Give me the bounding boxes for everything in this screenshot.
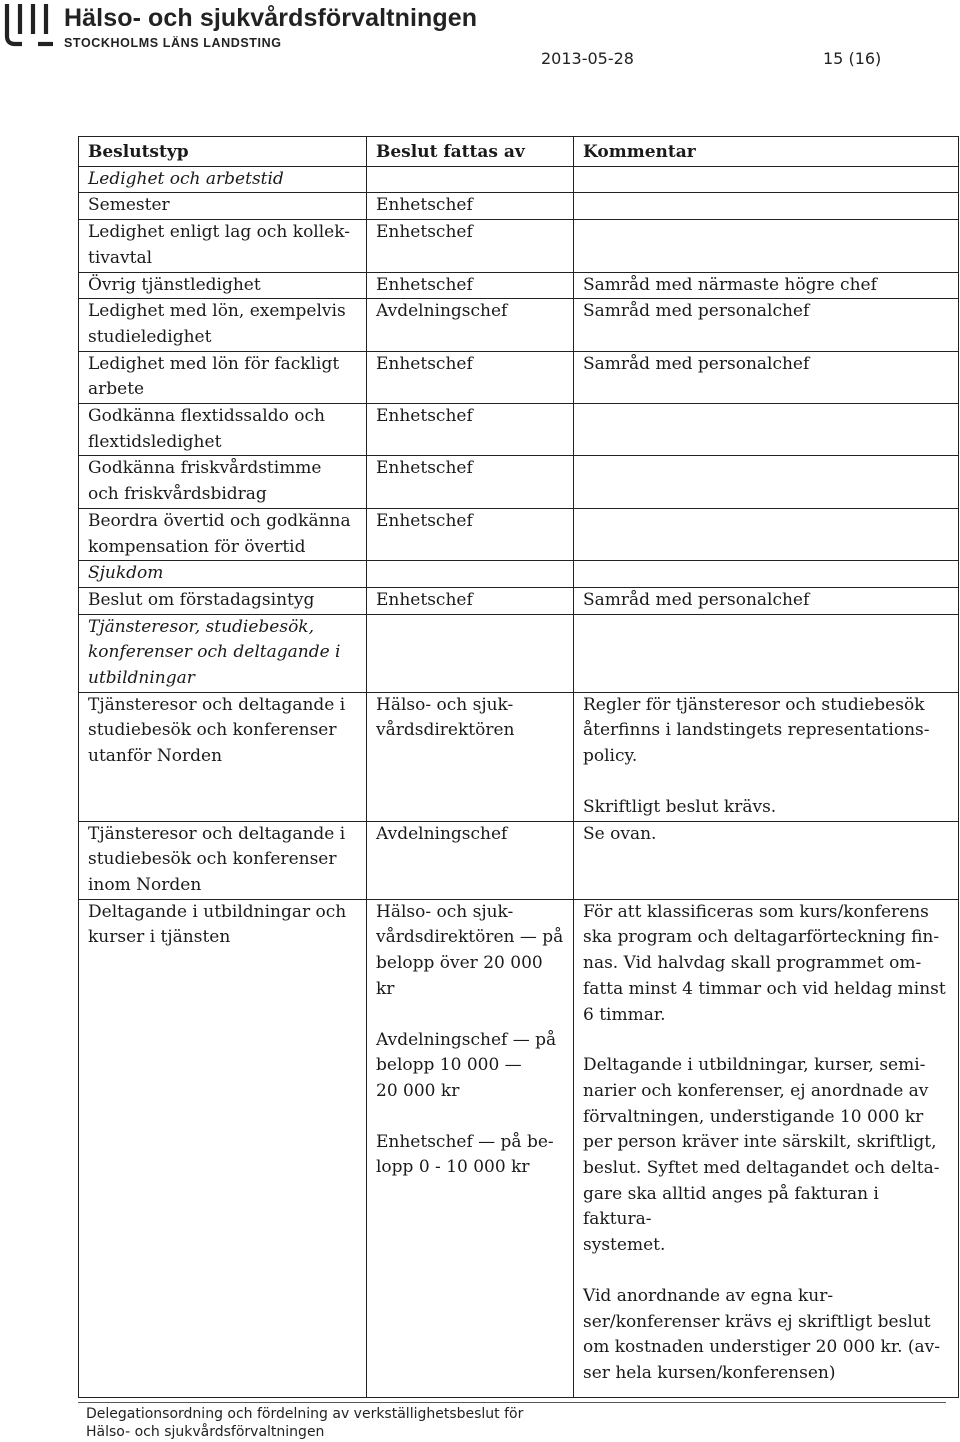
decided-by-cell: Hälso- och sjuk- vårdsdirektören	[367, 692, 574, 821]
table-row	[79, 692, 959, 821]
comment-cell	[574, 404, 959, 456]
table-row	[79, 899, 959, 1397]
table-cell	[574, 614, 959, 692]
column-header-decision-type: Beslutstyp	[79, 137, 367, 167]
column-header-comment: Kommentar	[574, 137, 959, 167]
decided-by-cell: Enhetschef	[367, 193, 574, 220]
organization-name: Hälso- och sjukvårdsförvaltningen	[64, 4, 478, 32]
decided-by-paragraph: Hälso- och sjuk- vårdsdirektören — på belopp över 20 000 kr	[376, 901, 564, 999]
comment-cell	[574, 899, 959, 1397]
decision-type-cell: Godkänna friskvårdstimme och friskvårdsbidrag	[79, 456, 367, 508]
comment-cell	[574, 508, 959, 560]
comment-cell: Samråd med personalchef	[574, 351, 959, 403]
organization-subtitle: STOCKHOLMS LÄNS LANDSTING	[64, 36, 282, 50]
comment-paragraph: Vid anordnande av egna kur- ser/konferenser krävs ej skriftligt beslut om kostnaden understiger 20 000 kr. (av- ser hela kursen/konferensen)	[583, 1285, 941, 1383]
delegation-table	[78, 136, 959, 1398]
footer-document-title: Delegationsordning och fördelning av verkställighetsbeslut för	[86, 1406, 524, 1422]
decision-type-cell: Tjänsteresor och deltagande i studiebesök och konferenser inom Norden	[79, 821, 367, 899]
page-number: 15 (16)	[823, 49, 882, 68]
table-row	[79, 193, 959, 220]
decided-by-cell: Avdelningschef	[367, 821, 574, 899]
decided-by-cell: Enhetschef	[367, 272, 574, 299]
comment-cell: Samråd med personalchef	[574, 299, 959, 351]
table-row	[79, 821, 959, 899]
footer-divider	[78, 1402, 946, 1403]
page-footer	[86, 1405, 523, 1441]
decision-type-cell: Beordra övertid och godkänna kompensation för övertid	[79, 508, 367, 560]
decided-by-cell: Avdelningschef	[367, 299, 574, 351]
table-header-row	[79, 137, 959, 167]
table-cell	[574, 561, 959, 588]
comment-cell	[574, 220, 959, 272]
table-row	[79, 299, 959, 351]
table-cell	[367, 561, 574, 588]
comment-paragraph: Regler för tjänsteresor och studiebesök återfinns i landstingets representations- policy.	[583, 694, 930, 767]
section-row	[79, 614, 959, 692]
table-row	[79, 456, 959, 508]
comment-paragraph: Skriftligt beslut krävs.	[583, 796, 777, 817]
page-header	[0, 0, 960, 80]
decided-by-cell: Enhetschef	[367, 220, 574, 272]
comment-cell	[574, 456, 959, 508]
decided-by-paragraph: Avdelningschef — på belopp 10 000 — 20 000 kr	[376, 1029, 557, 1101]
decided-by-cell	[367, 899, 574, 1397]
table-row	[79, 587, 959, 614]
column-header-decided-by: Beslut fattas av	[367, 137, 574, 167]
section-title: Ledighet och arbetstid	[79, 166, 367, 193]
comment-cell: Samråd med personalchef	[574, 587, 959, 614]
decided-by-cell: Enhetschef	[367, 456, 574, 508]
decision-type-cell: Beslut om förstadagsintyg	[79, 587, 367, 614]
sll-logo-icon	[2, 2, 58, 48]
decision-type-cell: Deltagande i utbildningar och kurser i tjänsten	[79, 899, 367, 1397]
table-row	[79, 220, 959, 272]
decided-by-cell: Enhetschef	[367, 404, 574, 456]
decided-by-cell: Enhetschef	[367, 587, 574, 614]
decision-type-cell: Ledighet enligt lag och kollek- tivavtal	[79, 220, 367, 272]
section-title: Tjänsteresor, studiebesök, konferenser och deltagande i utbildningar	[79, 614, 367, 692]
section-row	[79, 561, 959, 588]
decided-by-cell: Enhetschef	[367, 351, 574, 403]
comment-paragraph: Deltagande i utbildningar, kurser, semi- narier och konferenser, ej anordnade av förvaltningen, understigande 10 000 kr per person kräver inte särskilt, skriftligt, beslut. Syftet med deltagandet och delta- gare ska alltid anges på fakturan i faktura- systemet.	[583, 1055, 940, 1256]
document-date: 2013-05-28	[541, 49, 634, 68]
footer-organization: Hälso- och sjukvårdsförvaltningen	[86, 1424, 325, 1440]
table-row	[79, 351, 959, 403]
table-cell	[367, 614, 574, 692]
decision-type-cell: Godkänna flextidssaldo och flextidsledighet	[79, 404, 367, 456]
comment-cell	[574, 193, 959, 220]
decision-type-cell: Semester	[79, 193, 367, 220]
comment-paragraph: För att klassificeras som kurs/konferens ska program och deltagarförteckning fin- nas. Vid halvdag skall programmet om- fatta minst 4 timmar och vid heldag minst 6 timmar.	[583, 901, 946, 1025]
decided-by-paragraph: Enhetschef — på be- lopp 0 - 10 000 kr	[376, 1131, 554, 1178]
table-cell	[367, 166, 574, 193]
decision-type-cell: Ledighet med lön, exempelvis studieledighet	[79, 299, 367, 351]
decided-by-cell: Enhetschef	[367, 508, 574, 560]
section-row	[79, 166, 959, 193]
section-title: Sjukdom	[79, 561, 367, 588]
comment-cell	[574, 692, 959, 821]
table-row	[79, 272, 959, 299]
comment-cell: Samråd med närmaste högre chef	[574, 272, 959, 299]
decision-type-cell: Övrig tjänstledighet	[79, 272, 367, 299]
table-row	[79, 404, 959, 456]
comment-cell: Se ovan.	[574, 821, 959, 899]
decision-type-cell: Ledighet med lön för fackligt arbete	[79, 351, 367, 403]
table-cell	[574, 166, 959, 193]
decision-type-cell: Tjänsteresor och deltagande i studiebesök och konferenser utanför Norden	[79, 692, 367, 821]
table-row	[79, 508, 959, 560]
